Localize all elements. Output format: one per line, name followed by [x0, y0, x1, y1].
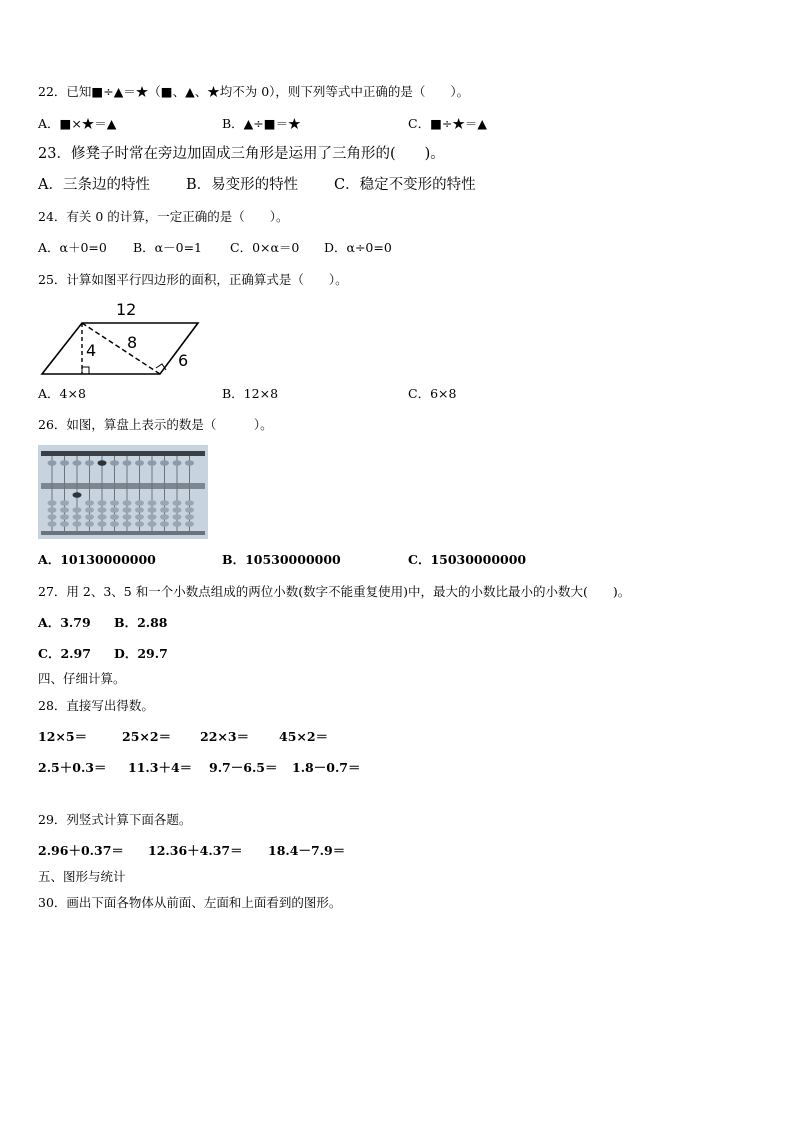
abacus-bead	[123, 460, 132, 466]
q24-option-c[interactable]: C．0×α＝0	[230, 240, 300, 255]
q29-item1: 2.96＋0.37＝	[38, 843, 124, 858]
abacus-bead	[135, 500, 144, 506]
abacus-bead	[85, 460, 94, 466]
abacus-bead	[135, 507, 144, 513]
abacus-bead	[98, 521, 107, 527]
abacus-bead	[98, 460, 107, 466]
q26-option-c[interactable]: C．15030000000	[408, 552, 527, 567]
abacus-bead	[160, 507, 169, 513]
abacus-bead	[73, 492, 82, 498]
abacus-bead	[185, 500, 194, 506]
abacus-bead	[123, 500, 132, 506]
abacus-bead	[148, 507, 157, 513]
abacus-bead	[135, 514, 144, 520]
q23-stem: 23．修凳子时常在旁边加固成三角形是运用了三角形的( )。	[38, 146, 445, 162]
abacus-bead	[185, 460, 194, 466]
abacus-bead	[110, 514, 119, 520]
abacus-bead	[173, 507, 182, 513]
abacus-bead	[185, 514, 194, 520]
abacus-bead	[110, 507, 119, 513]
q28-stem: 28．直接写出得数。	[38, 698, 154, 713]
abacus-bead	[148, 521, 157, 527]
abacus-bead	[48, 514, 57, 520]
abacus-bead	[110, 460, 119, 466]
q22-option-b[interactable]: B．▲÷■＝★	[222, 116, 301, 131]
abacus-bead	[98, 500, 107, 506]
q30-stem: 30．画出下面各物体从前面、左面和上面看到的图形。	[38, 895, 342, 910]
abacus-bead	[98, 507, 107, 513]
abacus-bead	[60, 521, 69, 527]
abacus-bead	[48, 507, 57, 513]
abacus-bead	[123, 514, 132, 520]
q28-r2-item4: 1.8－0.7＝	[292, 760, 361, 775]
abacus-bead	[148, 460, 157, 466]
q29-stem: 29．列竖式计算下面各题。	[38, 812, 192, 827]
q23-option-a[interactable]: A．三条边的特性	[38, 177, 150, 193]
label-height: 4	[86, 341, 97, 360]
abacus-bead	[148, 514, 157, 520]
abacus-bead	[73, 507, 82, 513]
q26-option-a[interactable]: A．10130000000	[38, 552, 156, 567]
abacus-image	[38, 445, 208, 539]
abacus-bead	[60, 514, 69, 520]
abacus-bead	[173, 500, 182, 506]
q25-option-a[interactable]: A．4×8	[38, 386, 86, 401]
abacus-bead	[73, 514, 82, 520]
label-diagonal: 8	[127, 333, 138, 352]
abacus-bead	[73, 521, 82, 527]
q29-item3: 18.4－7.9＝	[268, 843, 346, 858]
abacus-bead	[160, 500, 169, 506]
q24-option-d[interactable]: D．α÷0=0	[324, 240, 392, 255]
q26-option-b[interactable]: B．10530000000	[222, 552, 341, 567]
abacus-bead	[48, 500, 57, 506]
q28-r1-item4: 45×2＝	[279, 729, 329, 744]
q25-option-b[interactable]: B．12×8	[222, 386, 279, 401]
abacus-bead	[160, 460, 169, 466]
q26-stem: 26．如图，算盘上表示的数是（ ）。	[38, 417, 273, 432]
q27-option-b[interactable]: B．2.88	[114, 615, 168, 630]
q28-r2-item1: 2.5＋0.3＝	[38, 760, 107, 775]
abacus-bead	[148, 500, 157, 506]
abacus-bead	[123, 521, 132, 527]
q28-r2-item3: 9.7－6.5＝	[209, 760, 278, 775]
label-top: 12	[116, 300, 137, 319]
q28-r1-item2: 25×2＝	[122, 729, 172, 744]
section-5-heading: 五、图形与统计	[38, 869, 126, 884]
abacus-bead	[110, 521, 119, 527]
abacus-bead	[173, 521, 182, 527]
q22-option-a[interactable]: A．■×★＝▲	[38, 116, 117, 131]
parallelogram-figure	[36, 296, 206, 376]
abacus-bead	[98, 514, 107, 520]
q29-item2: 12.36＋4.37＝	[148, 843, 243, 858]
q25-option-c[interactable]: C．6×8	[408, 386, 457, 401]
abacus-bead	[185, 507, 194, 513]
parallelogram-shape	[42, 323, 198, 374]
abacus-bead	[60, 507, 69, 513]
q27-option-c[interactable]: C．2.97	[38, 646, 91, 661]
q28-r1-item1: 12×5＝	[38, 729, 88, 744]
q23-option-b[interactable]: B．易变形的特性	[186, 177, 299, 193]
abacus-bead	[173, 514, 182, 520]
abacus-bead	[123, 507, 132, 513]
abacus-bead	[185, 521, 194, 527]
abacus-bead	[110, 500, 119, 506]
abacus-top-frame	[41, 451, 205, 456]
abacus-beam	[41, 483, 205, 489]
abacus-bead	[48, 521, 57, 527]
label-side: 6	[178, 351, 189, 370]
q28-r2-item2: 11.3＋4＝	[128, 760, 193, 775]
abacus-bead	[85, 514, 94, 520]
abacus-bead	[160, 521, 169, 527]
q22-stem: 22．已知■÷▲＝★（■、▲、★均不为 0），则下列等式中正确的是（ ）。	[38, 84, 470, 99]
abacus-bead	[85, 507, 94, 513]
q22-option-c[interactable]: C．■÷★＝▲	[408, 116, 487, 131]
section-4-heading: 四、仔细计算。	[38, 671, 126, 686]
q27-stem: 27．用 2、3、5 和一个小数点组成的两位小数(数字不能重复使用)中，最大的小数比最小的小数大( )。	[38, 584, 631, 599]
abacus-bead	[85, 521, 94, 527]
q23-option-c[interactable]: C．稳定不变形的特性	[334, 177, 476, 193]
abacus-bead	[48, 460, 57, 466]
q27-option-a[interactable]: A．3.79	[38, 615, 91, 630]
abacus-bead	[73, 460, 82, 466]
q27-option-d[interactable]: D．29.7	[114, 646, 168, 661]
q24-stem: 24．有关 0 的计算，一定正确的是（ ）。	[38, 209, 289, 224]
q28-r1-item3: 22×3＝	[200, 729, 250, 744]
abacus-bead	[160, 514, 169, 520]
abacus-bead	[85, 500, 94, 506]
abacus-bead	[135, 521, 144, 527]
right-angle-mark	[82, 367, 89, 374]
abacus-bead	[173, 460, 182, 466]
abacus-bead	[135, 460, 144, 466]
abacus-bottom-frame	[41, 531, 205, 535]
q25-stem: 25．计算如图平行四边形的面积，正确算式是（ ）。	[38, 272, 348, 287]
abacus-bead	[60, 460, 69, 466]
abacus-bead	[60, 500, 69, 506]
q24-option-b[interactable]: B．α－0=1	[133, 240, 203, 255]
q24-option-a[interactable]: A．α＋0=0	[38, 240, 107, 255]
